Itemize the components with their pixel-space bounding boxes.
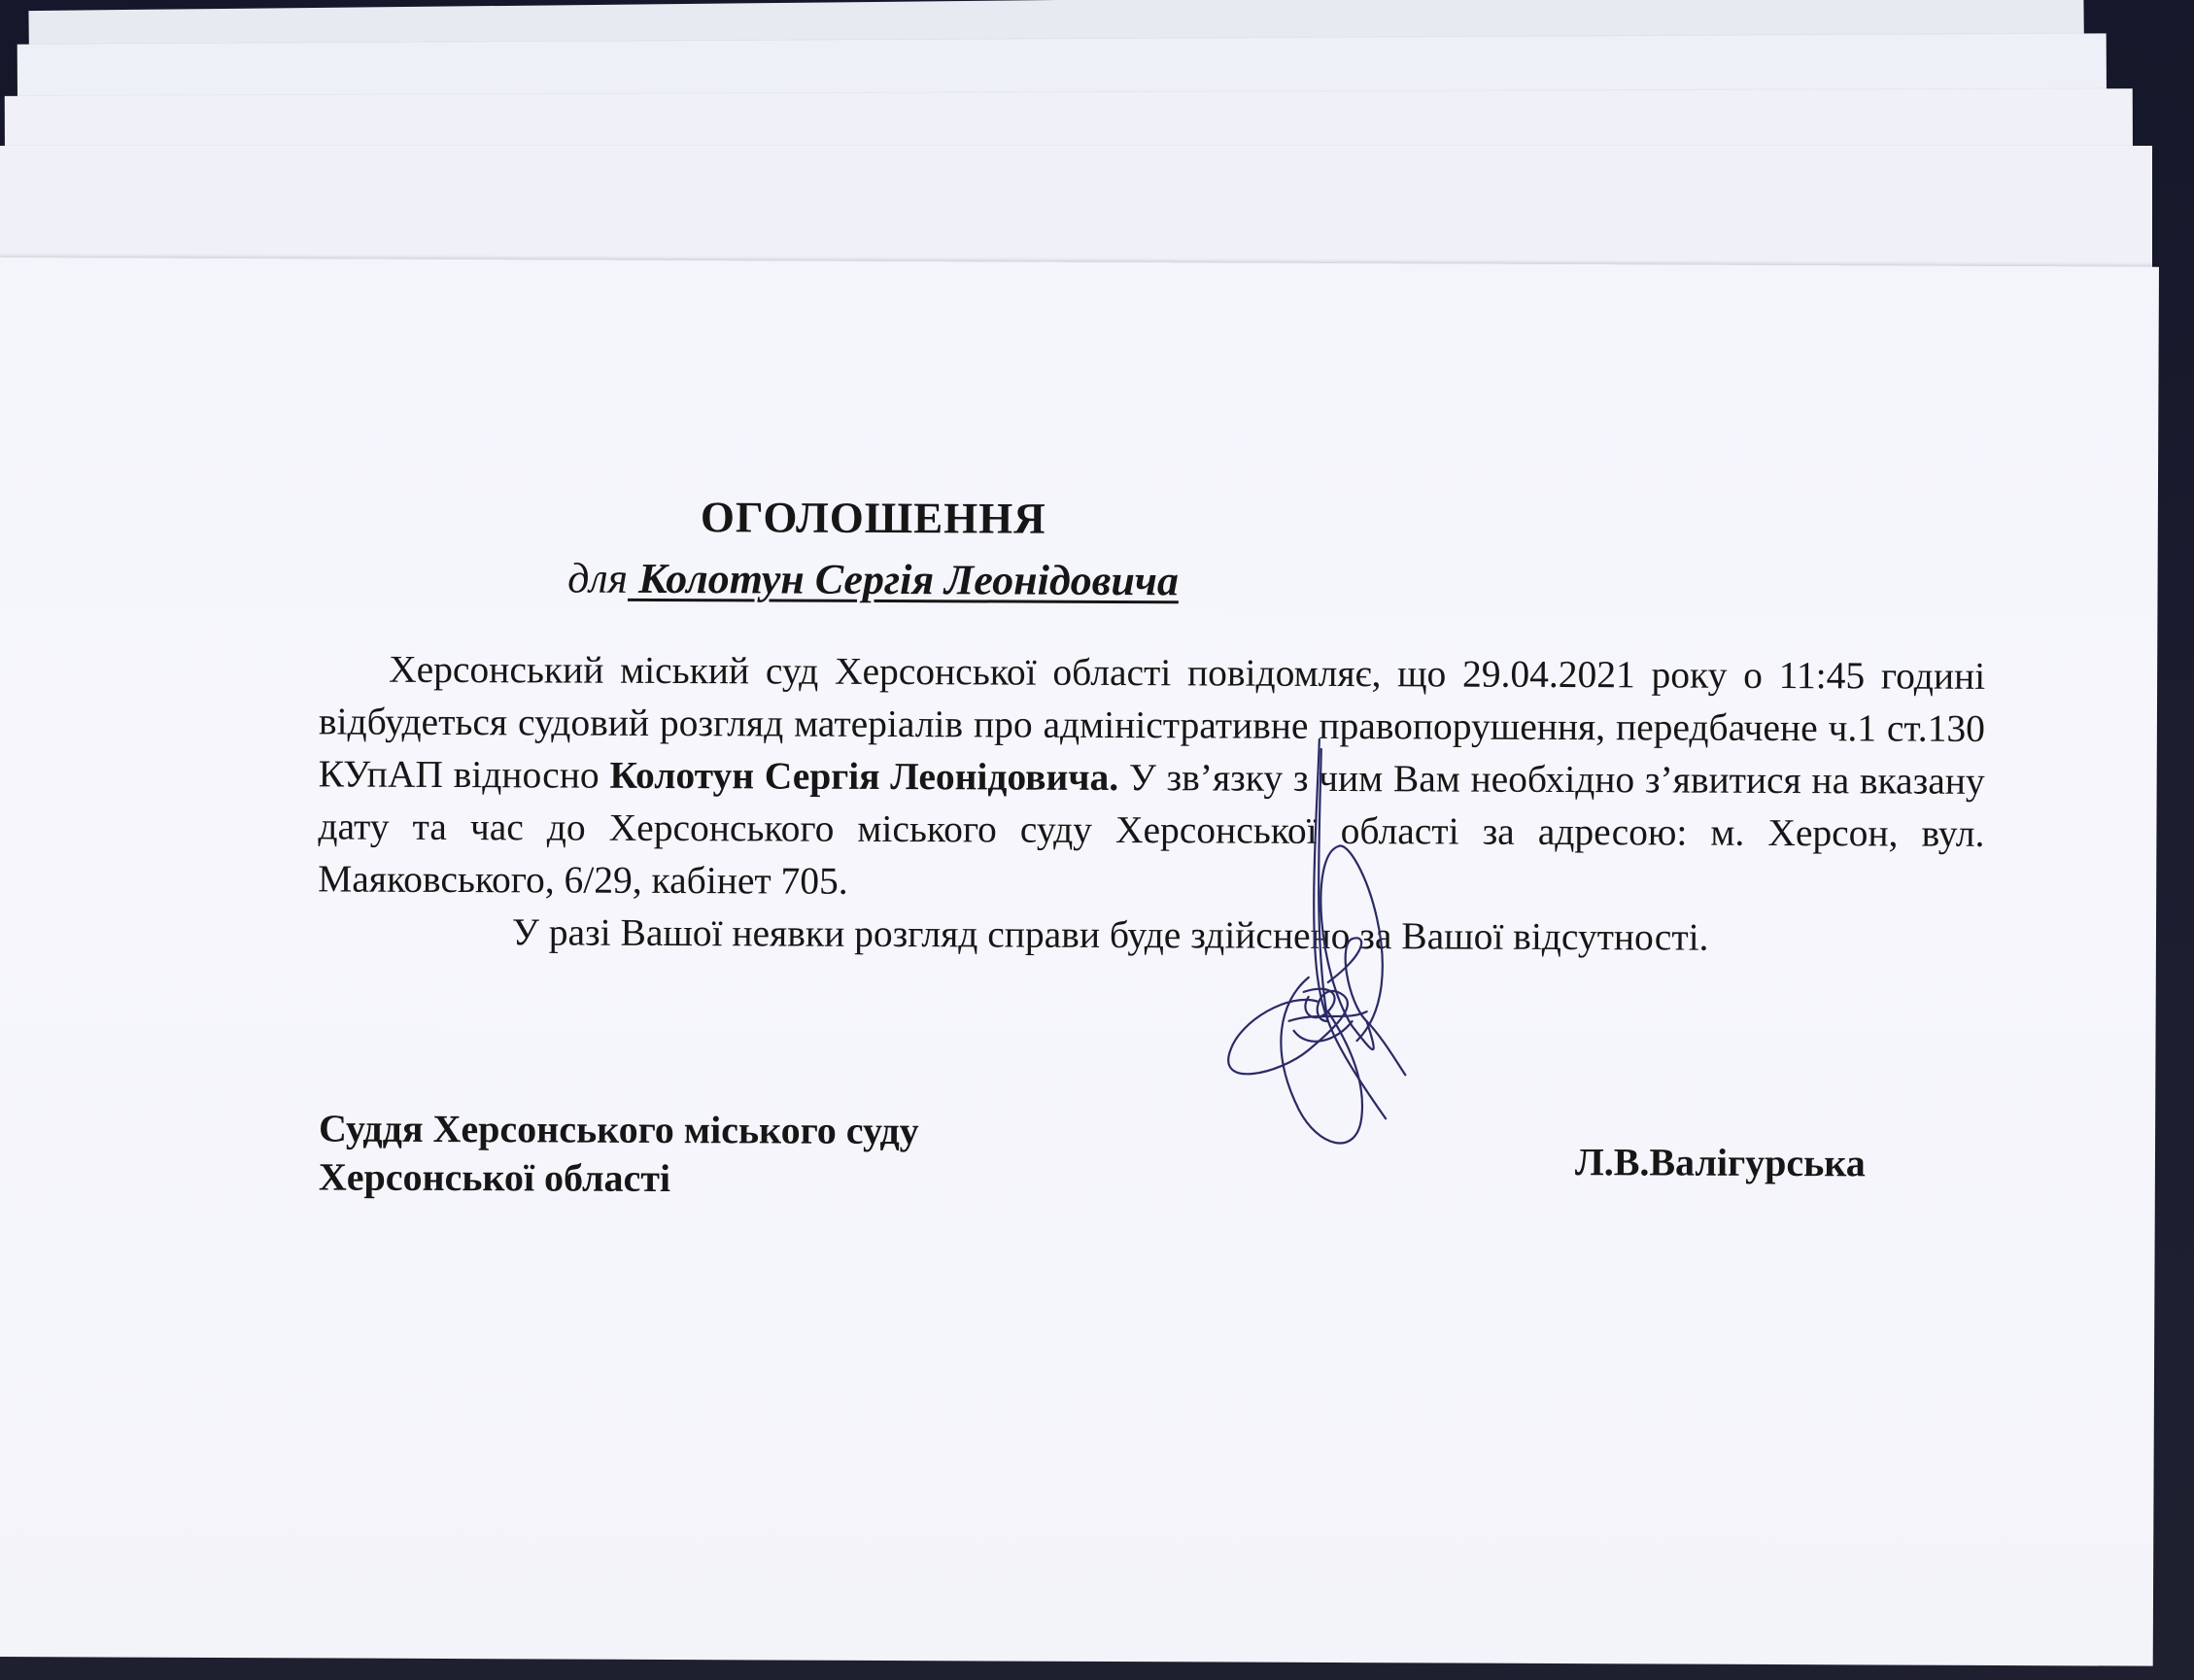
- notice-title: ОГОЛОШЕННЯ: [700, 493, 1046, 543]
- paragraph-1-name: Колотун Сергія Леонідовича.: [609, 753, 1119, 800]
- notice-paragraph-1: [318, 642, 1985, 911]
- notice-body: [318, 642, 1985, 964]
- judge-title-line-1: Суддя Херсонського міського суду: [318, 1106, 919, 1153]
- signature: [1172, 729, 1465, 1157]
- paragraph-1-part-1: Херсонський міський суд Херсонської області повідомляє, що 29.04.2021 року о 11:45 годині відбудеться судовий розгляд матеріалів про адміністративне правопорушення, передбачене ч.1 ст.130 КУпАП відносно: [318, 647, 1986, 797]
- subtitle-prefix: для: [567, 554, 629, 602]
- paragraph-1-part-2: У зв’язку з чим Вам необхідно з’явитися на вказану дату та час до Херсонського міського суду Херсонської області за адресою: м. Херсон, вул. Маяковського, 6/29, кабінет 705.: [318, 756, 1985, 903]
- judge-title: [319, 1104, 1193, 1205]
- subtitle-name: Колотун Сергія Леонідовича: [627, 554, 1180, 605]
- notice-paragraph-2: У разі Вашої неявки розгляд справи буде здійснено за Вашої відсутності.: [511, 910, 1709, 959]
- notice-sheet: [0, 257, 2159, 1666]
- notice-subtitle: [0, 551, 1748, 608]
- judge-title-line-2: Херсонської області: [318, 1154, 671, 1201]
- judge-name: Л.В.Валігурська: [1574, 1140, 1866, 1185]
